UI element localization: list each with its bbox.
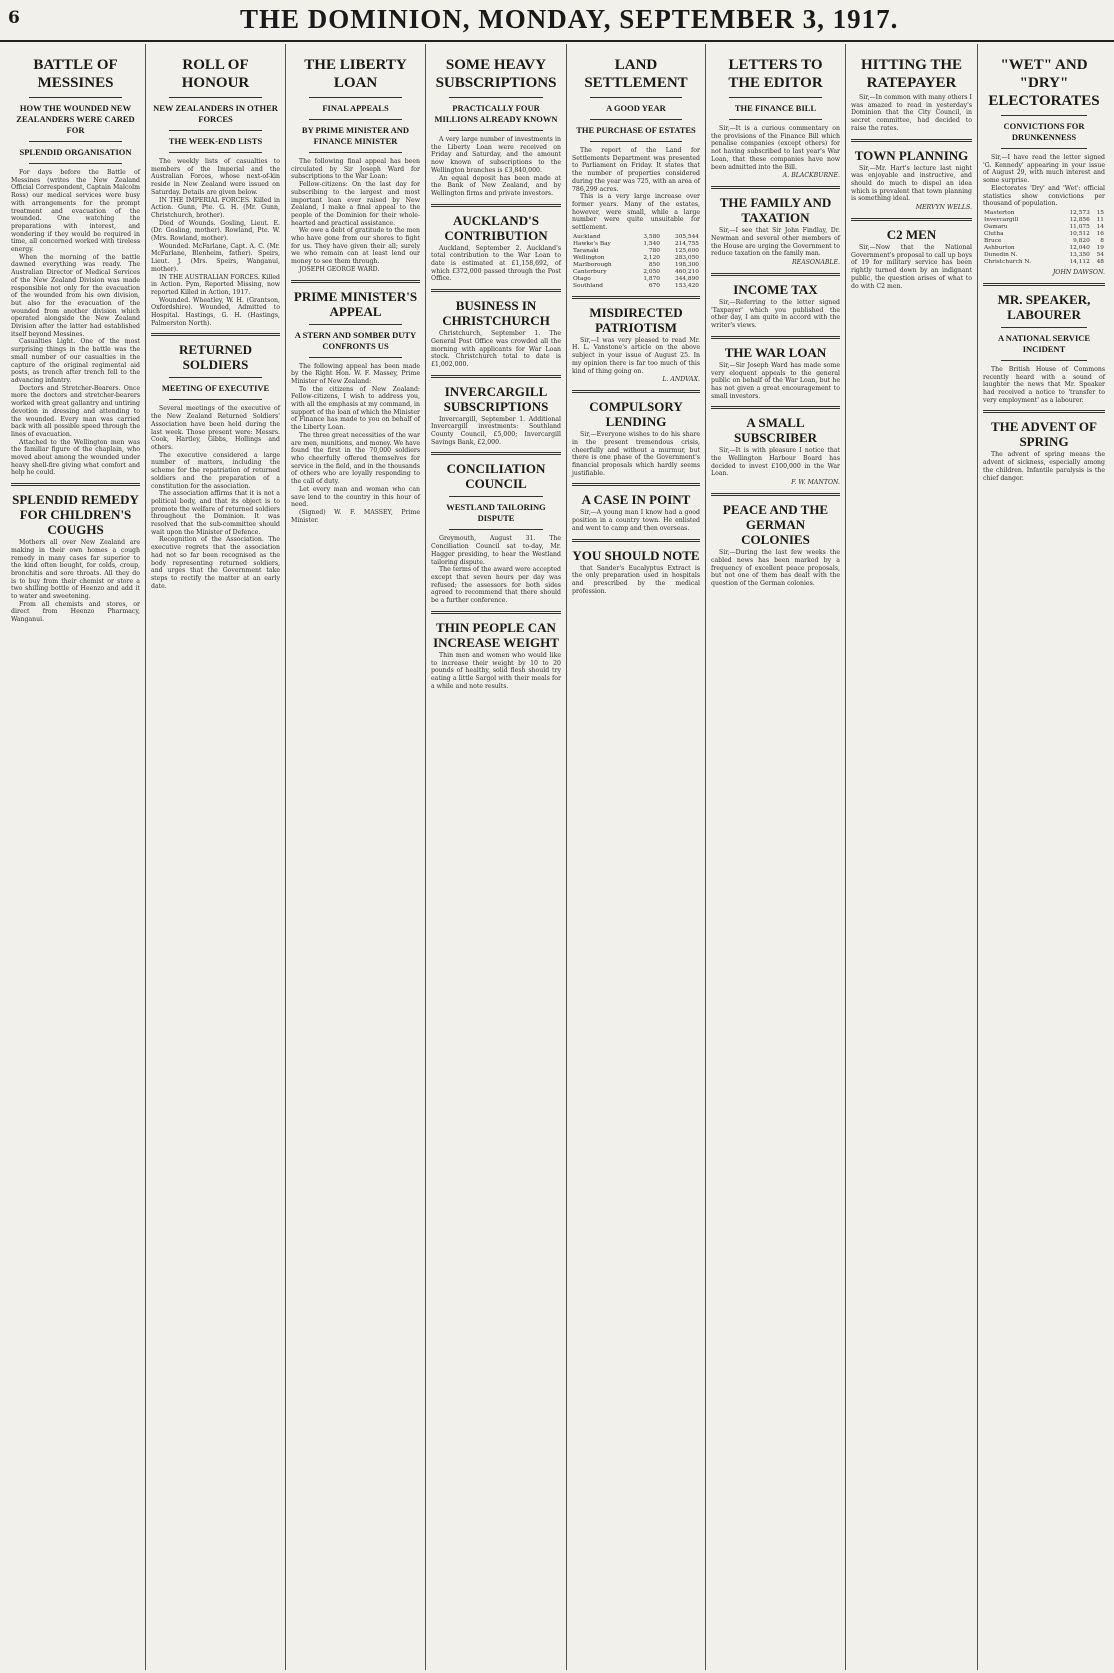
- paragraph: The executive considered a large number of matters, including the scheme for the repatriation of returned soldiers and the preparation of a constitution for the association.: [151, 451, 280, 490]
- article-divider: [983, 283, 1105, 286]
- article-body: [711, 447, 840, 478]
- paragraph: Recognition of the Association. The executive regrets that the association had not so far been recognised as the body representing returned soldiers, and urges that the Government take steps to rectify the matter at an early date.: [151, 536, 280, 590]
- article-body: [572, 431, 700, 477]
- table-row: [983, 238, 1105, 245]
- paragraph: The following appeal has been made by the Right Hon. W. F. Massey, Prime Minister of New Zealand:: [291, 362, 420, 385]
- letter-signature: F. W. MANTON.: [791, 479, 840, 487]
- article-body: [711, 299, 840, 330]
- paragraph: Sir,—Referring to the letter signed 'Taxpayer' which you published the other day, I am quite in accord with the writer's views.: [711, 299, 840, 330]
- article-divider: [851, 218, 972, 221]
- table-cell: 10,512: [1069, 230, 1090, 237]
- paragraph: Several meetings of the executive of the New Zealand Returned Soldiers' Association have been held during the last week. Those present were: Messrs. Cook, Hartley, Gibbs, Hollings and others.: [151, 405, 280, 451]
- paragraph: The following final appeal has been circulated by Sir Joseph Ward for subscriptions to the War Loan:: [291, 158, 420, 181]
- table-cell: 670: [648, 282, 660, 289]
- headline-rule: [590, 141, 682, 142]
- table-cell: 850: [648, 261, 660, 268]
- table-cell: 8: [1100, 237, 1104, 244]
- article: [431, 56, 561, 198]
- paragraph: Sir,—Everyone wishes to do his share in the present tremendous crisis, cheerfully and without a murmur, but there is one phase of the Government's financial proposals which hardly seems justifiable.: [572, 431, 700, 477]
- article-body: [711, 125, 840, 171]
- headline-rule: [169, 399, 262, 400]
- article: [851, 56, 972, 133]
- subheadline: BY PRIME MINISTER AND FINANCE MINISTER: [301, 125, 410, 146]
- article-body: [431, 245, 561, 284]
- table-cell: 3,580: [643, 233, 660, 240]
- column-8: [978, 44, 1110, 1670]
- table-cell: 16: [1096, 230, 1104, 237]
- column-2: [146, 44, 286, 1670]
- headline: LAND SETTLEMENT: [584, 57, 688, 91]
- table-row: [572, 262, 700, 269]
- headline: LETTERS TO THE EDITOR: [728, 57, 823, 91]
- headline-rule: [1001, 327, 1087, 328]
- article: [291, 56, 420, 274]
- table-row: [572, 248, 700, 255]
- subheadline: HOW THE WOUNDED NEW ZEALANDERS WERE CARED FOR: [16, 103, 135, 135]
- letter-signature: JOHN DAWSON.: [1052, 268, 1105, 276]
- paragraph: Doctors and Stretcher-Bearers. Once more the doctors and stretcher-bearers worked with great gallantry and untiring devotion in dressing and attending to the wounded. Every man was carried back with all possible speed through the lines of evacuation.: [11, 384, 140, 438]
- table-row: [983, 245, 1105, 252]
- table-row: [572, 283, 700, 290]
- headline-rule: [449, 130, 543, 131]
- article: [851, 139, 972, 213]
- article-body: [431, 652, 561, 691]
- headline: INVERCARGILL SUBSCRIPTIONS: [443, 383, 549, 414]
- article-body: [151, 405, 280, 590]
- table-cell: 344,890: [675, 275, 699, 282]
- article-divider: [711, 493, 840, 496]
- article-divider: [291, 280, 420, 283]
- column-3: [286, 44, 426, 1670]
- column-1: [6, 44, 146, 1670]
- paragraph: For days before the Battle of Messines (writes the New Zealand Official Correspondent, Captain Malcolm Ross) our medical services were busy with arrangements for the prompt treatment and evacuation of the wounded. One watching the preparations with interest, and wondering if they would be required in time, all concerned worked with tireless energy.: [11, 169, 140, 254]
- article: [983, 410, 1105, 482]
- headline-rule: [29, 141, 122, 142]
- article-divider: [431, 452, 561, 455]
- headline: C2 MEN: [886, 227, 937, 243]
- article-divider: [983, 410, 1105, 413]
- paragraph: Greymouth, August 31. The Conciliation Council sat to-day, Mr. Hagger presiding, to hear the Westland tailoring dispute.: [431, 535, 561, 566]
- article: [983, 283, 1105, 405]
- table-cell: Auckland: [573, 233, 601, 240]
- table-cell: Invercargill: [984, 216, 1019, 223]
- headline: BUSINESS IN CHRISTCHURCH: [442, 298, 550, 329]
- headline: AUCKLAND'S CONTRIBUTION: [444, 212, 548, 243]
- paragraph: Sir,—Sir Joseph Ward has made some very eloquent appeals to the general public on behalf of the War Loan, but he has not given a great encouragement to small investors.: [711, 361, 840, 400]
- headline-rule: [729, 97, 822, 98]
- headline: SOME HEAVY SUBSCRIPTIONS: [435, 57, 557, 91]
- letter-signature: MERVYN WELLS.: [915, 204, 972, 212]
- table-cell: Canterbury: [573, 268, 607, 275]
- table-cell: 214,755: [675, 240, 699, 247]
- headline-rule: [449, 97, 543, 98]
- paragraph: This is a very large increase over former years. Many of the estates, however, were small, while a large number were quite unsuitable for settlement.: [572, 193, 700, 232]
- article-divider: [572, 390, 700, 393]
- paragraph: Attached to the Wellington men was the familiar figure of the chaplain, who moved about among the wounded under heavy shell-fire giving what comfort and help he could.: [11, 438, 140, 477]
- article-body: [11, 539, 140, 624]
- article-body: [572, 147, 700, 232]
- article: [11, 56, 140, 477]
- letter-signature: L. ANDVAX.: [662, 376, 700, 384]
- table-row: [572, 269, 700, 276]
- paragraph: The advent of spring means the advent of sickness, especially among the children. Infantile paralysis is the chief danger.: [983, 451, 1105, 482]
- headline-rule: [29, 97, 122, 98]
- table-cell: Marlborough: [573, 261, 612, 268]
- table-cell: Dunedin N.: [984, 251, 1018, 258]
- article-divider: [711, 406, 840, 409]
- paragraph: Wounded. Wheatley, W. H. (Grantson, Oxfordshire). Wounded, Admitted to Hospital. Hastings, G. H. (Hastings, Palmerston North).: [151, 296, 280, 327]
- page-number: 6: [8, 8, 20, 28]
- table-cell: 12,040: [1069, 244, 1090, 251]
- headline-rule: [590, 97, 682, 98]
- table-row: [983, 224, 1105, 231]
- subheadline: A GOOD YEAR: [606, 103, 666, 113]
- article: [572, 539, 700, 596]
- headline-rule: [590, 119, 682, 120]
- paragraph: A very large number of investments in the Liberty Loan were received on Friday and Saturday, and the amount now known of subscriptions to the Wellington branches is £3,840,000.: [431, 136, 561, 174]
- table-cell: Bruce: [984, 237, 1002, 244]
- paragraph: Sir,—During the last few weeks the cabled news has been marked by a frequency of excellent peace proposals, but not one of them has dealt with the question of the German colonies.: [711, 549, 840, 587]
- subheadline: SPLENDID ORGANISATION: [19, 147, 132, 157]
- headline-rule: [309, 357, 402, 358]
- article-body: [572, 509, 700, 532]
- subheadline: FINAL APPEALS: [322, 103, 389, 113]
- headline: INCOME TAX: [733, 282, 818, 298]
- article-divider: [431, 204, 561, 207]
- paragraph: To the citizens of New Zealand: Fellow-citizens, I wish to address you, with all the emphasis at my command, in support of the loan of which the Minister of Finance has made to you on behalf of the Liberty Loan.: [291, 385, 420, 432]
- headline: CONCILIATION COUNCIL: [446, 461, 546, 492]
- article: [431, 289, 561, 369]
- paragraph: When the morning of the battle dawned everything was ready. The Australian Director of Medical Services of the New Zealand Division was made responsible not only for the evacuation of the wounded from his own division, but also for the evacuation of the wounded from another division which operated alongside the New Zealand Division after the latter had established itself beyond Messines.: [11, 253, 140, 338]
- article: [711, 336, 840, 401]
- headline-rule: [169, 377, 262, 378]
- paragraph: The association affirms that it is not a political body, and that its object is to promote the welfare of returned soldiers throughout the Dominion. It was resolved that the sub-committee should wait upon the Minister of Defence.: [151, 490, 280, 536]
- article-body: [431, 416, 561, 447]
- headline: THE FAMILY AND TAXATION: [719, 195, 832, 226]
- paragraph: that Sander's Eucalyptus Extract is the only preparation used in hospitals and prescribed by the medical profession.: [572, 564, 700, 595]
- table-cell: 12,856: [1069, 216, 1090, 223]
- headline-rule: [309, 119, 402, 120]
- paragraph: Casualties Light. One of the most surprising things in the battle was the small number of our casualties in the capture of the original regimental aid posts, as trench after trench fell to the advancing infantry.: [11, 338, 140, 384]
- paragraph: An equal deposit has been made at the Bank of New Zealand, and by Wellington firms and private investors.: [431, 174, 561, 197]
- article: [983, 56, 1105, 277]
- subheadline: MEETING OF EXECUTIVE: [161, 383, 270, 394]
- article: [291, 280, 420, 525]
- headline-rule: [1001, 360, 1087, 361]
- article: [431, 375, 561, 447]
- article-body: [983, 366, 1105, 405]
- article: [711, 406, 840, 487]
- article-body: [851, 244, 972, 290]
- headline: TOWN PLANNING: [854, 147, 969, 163]
- subheadline: THE WEEK-END LISTS: [168, 136, 263, 146]
- paragraph: Sir,—In common with many others I was amazed to read in yesterday's Dominion that the City Council, in secret committee, had decided to raise the rates.: [851, 94, 972, 132]
- subheadline: THE PURCHASE OF ESTATES: [576, 125, 696, 135]
- headline: PRIME MINISTER'S APPEAL: [293, 288, 418, 319]
- headline: THE LIBERTY LOAN: [304, 57, 407, 91]
- table-cell: Taranaki: [573, 247, 599, 254]
- headline-rule: [169, 97, 262, 98]
- subheadline: A STERN AND SOMBER DUTY CONFRONTS US: [294, 329, 417, 351]
- table-cell: 153,420: [675, 282, 699, 289]
- table-cell: 48: [1096, 258, 1104, 265]
- article-divider: [431, 289, 561, 292]
- paragraph: Mothers all over New Zealand are making in their own homes a cough remedy in many cases far superior to the kind often bought, for colds, croup, bronchitis and sore throats. All they do is to buy from their chemist or store a two shilling bottle of Heenzo and add it to water and sweetening.: [11, 539, 140, 601]
- table-cell: 198,300: [675, 261, 699, 268]
- paragraph: The terms of the award were accepted except that seven hours per day was refused; the assessors for both sides agreed to recommend that there should be a further conference.: [431, 566, 561, 605]
- headline: THIN PEOPLE CAN INCREASE WEIGHT: [433, 619, 559, 650]
- headline-rule: [1001, 148, 1087, 149]
- subheadline: THE FINANCE BILL: [734, 103, 817, 113]
- article-divider: [572, 296, 700, 299]
- article-divider: [711, 336, 840, 339]
- headline: MR. SPEAKER, LABOURER: [997, 291, 1091, 322]
- article: [711, 56, 840, 180]
- paragraph: Sir,—I see that Sir John Findlay, Dr. Newman and several other members of the House are urging the Government to reduce taxation on the family man.: [711, 227, 840, 258]
- table-cell: Clutha: [984, 230, 1004, 237]
- table-cell: Ashburton: [984, 244, 1015, 251]
- table-cell: 11,075: [1069, 223, 1090, 230]
- paragraph: The report of the Land for Settlements Department was presented to Parliament on Friday. It states that the number of properties considered during the year was 725, with an area of 786,299 acres.: [572, 147, 700, 193]
- article: [431, 611, 561, 691]
- table-row: [572, 255, 700, 262]
- headline-rule: [449, 496, 543, 497]
- paragraph: Auckland, September 2. Auckland's total contribution to the War Loan to date is estimated at £1,158,692, of which £372,000 passed through the Post Office.: [431, 244, 561, 283]
- table-cell: Christchurch N.: [984, 258, 1031, 265]
- article: [572, 390, 700, 477]
- article-divider: [431, 611, 561, 614]
- article: [711, 186, 840, 267]
- headline: HITTING THE RATEPAYER: [860, 57, 962, 91]
- paragraph: Sir,—I was very pleased to read Mr. H. L. Vanstone's article on the above subject in your issue of August 25. In my opinion there is far too much of this kind of thing going on.: [572, 336, 700, 375]
- headline-rule: [309, 97, 402, 98]
- article-divider: [851, 139, 972, 142]
- paragraph: Sir,—A young man I know had a good position in a country town. He enlisted and went to camp and then overseas.: [572, 509, 700, 532]
- headline: COMPULSORY LENDING: [589, 399, 683, 430]
- column-6: [706, 44, 846, 1670]
- article-body: [431, 136, 561, 198]
- table-row: [572, 241, 700, 248]
- paragraph: IN THE IMPERIAL FORCES. Killed in Action. Gunn, Pte. G. H. (Mr. Gunn, Christchurch, brother).: [151, 196, 280, 219]
- table-cell: 11: [1096, 216, 1104, 223]
- paragraph: The British House of Commons recently heard with a sound of laughter the news that Mr. Speaker had received a notice to 'transfer to very employment' as a labourer.: [983, 365, 1105, 404]
- paragraph: Fellow-citizens: On the last day for subscribing to the largest and most important loan ever raised by New Zealand, I make a final appeal to the people of the Dominion for their whole-hearted and practical assistance.: [291, 181, 420, 227]
- article-divider: [431, 375, 561, 378]
- paragraph: Sir,—It is with pleasure I notice that the Wellington Harbour Board has decided to invest £100,000 in the War Loan.: [711, 447, 840, 478]
- article-divider: [11, 483, 140, 486]
- table-cell: Otago: [573, 275, 591, 282]
- article-body: [983, 154, 1105, 208]
- paragraph: Christchurch, September 1. The General Post Office was crowded all the morning with applicants for War Loan stock. Christchurch total to date is £1,002,000.: [431, 330, 561, 368]
- paragraph: Sir,—Mr. Hart's lecture last night was enjoyable and instructive, and should do much to dispel an idea which is prevalent that town planning is something ideal.: [851, 164, 972, 203]
- paper-title: THE DOMINION, MONDAY, SEPTEMBER 3, 1917.: [240, 4, 899, 34]
- paragraph: Sir,—I have read the letter signed 'G. Kennedy' appearing in your issue of August 29, with much interest and some surprise.: [983, 154, 1105, 185]
- article: [572, 296, 700, 385]
- article-body: [151, 158, 280, 327]
- paragraph: Sir,—It is a curious commentary on the provisions of the Finance Bill which penalise companies (except others) for not having subscribed to last year's War Loan, that these companies have now been admitted into the Bill.: [711, 125, 840, 171]
- headline: ROLL OF HONOUR: [181, 57, 250, 91]
- table-cell: Masterton: [984, 209, 1015, 216]
- article: [11, 483, 140, 624]
- letter-signature: REASONABLE.: [792, 259, 840, 267]
- paragraph: Thin men and women who would like to increase their weight by 10 to 20 pounds of healthy, solid flesh should try eating a little Sargol with their meals for a while and note results.: [431, 651, 561, 690]
- article: [851, 218, 972, 290]
- table-row: [983, 231, 1105, 238]
- headline-rule: [169, 152, 262, 153]
- article-divider: [151, 333, 280, 336]
- paragraph: Sir,—Now that the National Government's proposal to call up boys of 19 for military service has been rightly turned down by an indignant public, the question arises of what to do with C2 men.: [851, 244, 972, 290]
- statistics-table: [572, 234, 700, 290]
- column-5: [567, 44, 706, 1670]
- table-cell: 15: [1096, 209, 1104, 216]
- headline: SPLENDID REMEDY FOR CHILDREN'S COUGHS: [12, 492, 139, 538]
- headline: "WET" AND "DRY" ELECTORATES: [988, 57, 1100, 109]
- article-divider: [711, 186, 840, 189]
- table-row: [983, 217, 1105, 224]
- table-cell: 460,210: [675, 268, 699, 275]
- article-body: [431, 330, 561, 369]
- table-cell: 1,870: [643, 275, 660, 282]
- masthead: [0, 0, 1114, 42]
- article: [572, 56, 700, 290]
- paragraph: Wounded. McFarlane, Capt. A. C. (Mr. McFarlane, Blenheim, father). Speirs, Lieut. J. (Mrs. Speirs, Wanganui, mother).: [151, 242, 280, 273]
- table-cell: 125,600: [675, 247, 699, 254]
- article-body: [291, 158, 420, 274]
- article-body: [851, 94, 972, 133]
- table-cell: 305,544: [675, 233, 699, 240]
- table-cell: Southland: [573, 282, 604, 289]
- table-cell: 1,540: [643, 240, 660, 247]
- paragraph: JOSEPH GEORGE WARD.: [299, 265, 380, 273]
- table-cell: 2,120: [643, 254, 660, 261]
- table-row: [983, 210, 1105, 217]
- table-cell: Oamaru: [984, 223, 1008, 230]
- headline-rule: [729, 119, 822, 120]
- article-divider: [572, 539, 700, 542]
- headline-rule: [169, 130, 262, 131]
- subheadline: CONVICTIONS FOR DRUNKENNESS: [1003, 121, 1085, 142]
- column-7: [846, 44, 978, 1670]
- headline: YOU SHOULD NOTE: [572, 547, 700, 563]
- table-cell: 12,573: [1069, 209, 1090, 216]
- article-divider: [711, 273, 840, 276]
- headline-rule: [1001, 115, 1087, 116]
- paragraph: Died of Wounds. Gosling, Lieut. E. (Dr. Gosling, mother). Rowland, Pte. W. (Mrs. Rowland, mother).: [151, 219, 280, 243]
- letter-signature: A. BLACKBURNE.: [782, 172, 840, 180]
- article-body: [572, 337, 700, 376]
- article: [151, 56, 280, 327]
- subheadline: PRACTICALLY FOUR MILLIONS ALREADY KNOWN: [434, 103, 558, 124]
- headline: THE WAR LOAN: [724, 344, 827, 360]
- headline: THE ADVENT OF SPRING: [991, 419, 1097, 450]
- subheadline: WESTLAND TAILORING DISPUTE: [446, 502, 546, 524]
- headline-rule: [309, 152, 402, 153]
- table-cell: 780: [648, 247, 660, 254]
- headline-rule: [449, 529, 543, 530]
- table-cell: 54: [1096, 251, 1104, 258]
- article-body: [11, 169, 140, 477]
- article: [711, 493, 840, 588]
- table-row: [983, 259, 1105, 266]
- subheadline: NEW ZEALANDERS IN OTHER FORCES: [153, 103, 278, 124]
- article: [431, 204, 561, 284]
- paragraph: Electorates 'Dry' and 'Wet': official statistics show convictions per thousand of population.: [983, 184, 1105, 208]
- paragraph: The weekly lists of casualties to members of the Imperial and the Australian Forces, whose next-of-kin reside in New Zealand were issued on Saturday. Details are given below.: [151, 158, 280, 196]
- article-body: [851, 165, 972, 204]
- paragraph: IN THE AUSTRALIAN FORCES. Killed in Action. Pym, Reported Missing, now reported Killed in Action, 1917.: [151, 273, 280, 296]
- paragraph: Let every man and woman who can save lend to the country in this hour of need.: [291, 485, 420, 509]
- article: [151, 333, 280, 590]
- article-body: [711, 227, 840, 258]
- paragraph: The three great necessities of the war are men, munitions, and money. We have found the first in the 70,000 soldiers who cheerfully offered themselves for service in the field, and in the thousands of others who are loyally responding to the call of duty.: [291, 431, 420, 486]
- article: [431, 452, 561, 604]
- headline-rule: [29, 163, 122, 164]
- article-body: [711, 549, 840, 588]
- table-cell: 14,112: [1069, 258, 1090, 265]
- article: [572, 483, 700, 532]
- headline: PEACE AND THE GERMAN COLONIES: [722, 502, 829, 548]
- table-cell: 2,050: [643, 268, 660, 275]
- article-divider: [572, 483, 700, 486]
- table-cell: Hawke's Bay: [573, 240, 611, 247]
- table-cell: Wellington: [573, 254, 605, 261]
- headline: A SMALL SUBSCRIBER: [733, 415, 818, 446]
- headline: MISDIRECTED PATRIOTISM: [589, 304, 683, 335]
- article-body: [291, 363, 420, 525]
- paragraph: Invercargill, September 1. Additional Invercargill investments: Southland County Council, £5,000; Invercargill Savings Bank, £2,000.: [431, 415, 561, 446]
- table-cell: 283,050: [675, 254, 699, 261]
- columns-container: [6, 44, 1110, 1670]
- article-body: [711, 362, 840, 401]
- article: [711, 273, 840, 330]
- table-cell: 13,350: [1069, 251, 1090, 258]
- table-cell: 19: [1096, 244, 1104, 251]
- headline: A CASE IN POINT: [581, 492, 691, 508]
- table-row: [983, 252, 1105, 259]
- table-row: [572, 276, 700, 283]
- article-body: [983, 451, 1105, 482]
- headline-rule: [309, 324, 402, 325]
- table-row: [572, 234, 700, 241]
- paragraph: (Signed) W. F. MASSEY, Prime Minister.: [291, 508, 420, 524]
- article-body: [431, 535, 561, 604]
- article-body: [572, 565, 700, 596]
- subheadline: A NATIONAL SERVICE INCIDENT: [997, 332, 1091, 354]
- paragraph: We owe a debt of gratitude to the men who have gone from our shores to fight for us. They have given their all; surely we who remain can at least lend our money to see them through.: [291, 227, 420, 266]
- table-cell: 14: [1096, 223, 1104, 230]
- table-cell: 9,820: [1073, 237, 1090, 244]
- column-4: [426, 44, 567, 1670]
- statistics-table: [983, 210, 1105, 266]
- headline: RETURNED SOLDIERS: [179, 342, 252, 373]
- headline: BATTLE OF MESSINES: [33, 57, 118, 91]
- paragraph: From all chemists and stores, or direct from Heenzo Pharmacy, Wanganui.: [11, 600, 140, 624]
